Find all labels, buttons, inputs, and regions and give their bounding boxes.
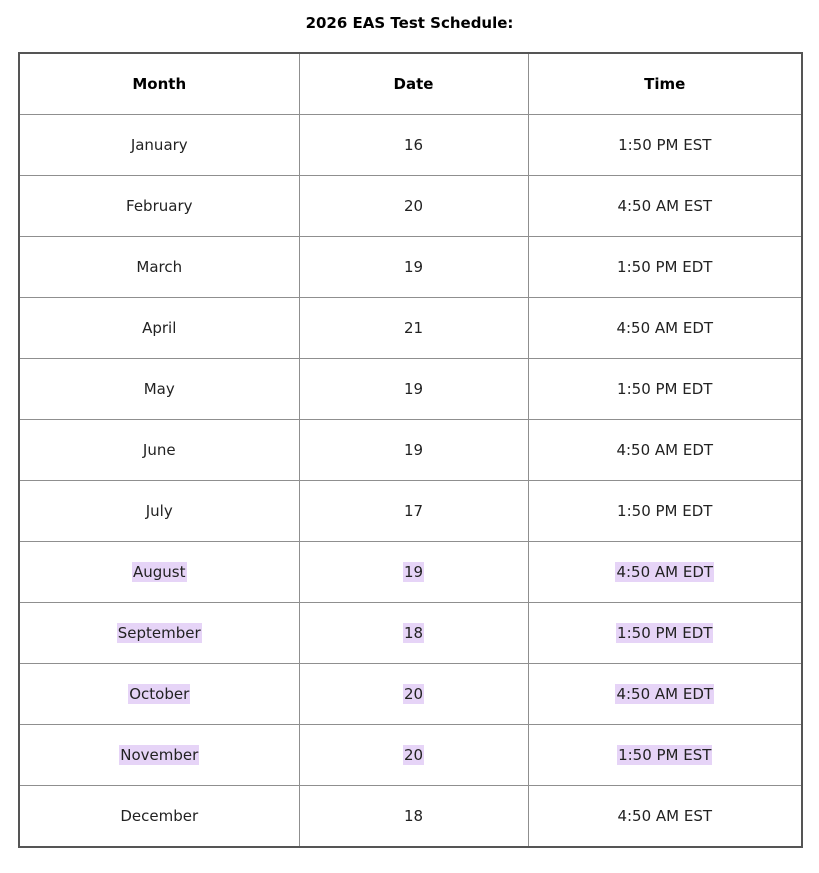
- month-text: January: [130, 136, 188, 154]
- time-cell: [528, 725, 802, 786]
- table-row: [19, 481, 802, 542]
- date-text: 21: [403, 319, 424, 337]
- month-text: December: [120, 807, 199, 825]
- month-cell: [19, 603, 299, 664]
- date-cell: [299, 603, 528, 664]
- month-text: February: [126, 197, 193, 215]
- month-cell: [19, 115, 299, 176]
- time-cell: [528, 481, 802, 542]
- table-row: [19, 359, 802, 420]
- month-text: March: [136, 258, 183, 276]
- date-cell: [299, 237, 528, 298]
- date-cell: [299, 176, 528, 237]
- date-cell: [299, 298, 528, 359]
- date-cell: [299, 542, 528, 603]
- time-cell: [528, 298, 802, 359]
- table-row: [19, 115, 802, 176]
- table-row: [19, 664, 802, 725]
- month-cell: [19, 420, 299, 481]
- time-text: 4:50 AM EDT: [616, 319, 714, 337]
- month-cell: [19, 237, 299, 298]
- month-text: May: [143, 380, 175, 398]
- date-text: 17: [403, 502, 424, 520]
- date-cell: [299, 420, 528, 481]
- table-row: [19, 420, 802, 481]
- time-cell: [528, 603, 802, 664]
- time-text: 4:50 AM EST: [617, 197, 713, 215]
- time-cell: [528, 664, 802, 725]
- table-row: [19, 603, 802, 664]
- time-text: 1:50 PM EDT: [617, 380, 713, 398]
- table-row: [19, 237, 802, 298]
- time-cell: [528, 542, 802, 603]
- date-cell: [299, 664, 528, 725]
- month-text: July: [145, 502, 173, 520]
- month-text: September: [117, 624, 201, 642]
- date-cell: [299, 786, 528, 848]
- table-row: [19, 298, 802, 359]
- month-cell: [19, 298, 299, 359]
- date-cell: [299, 115, 528, 176]
- date-text: 18: [403, 624, 424, 642]
- month-cell: [19, 725, 299, 786]
- month-text: August: [133, 563, 186, 581]
- month-cell: [19, 359, 299, 420]
- month-cell: [19, 176, 299, 237]
- time-cell: [528, 786, 802, 848]
- table-row: [19, 725, 802, 786]
- date-text: 19: [403, 258, 424, 276]
- month-text: October: [129, 685, 190, 703]
- column-header-date: Date: [299, 53, 528, 115]
- table-row: [19, 542, 802, 603]
- time-text: 4:50 AM EST: [617, 807, 713, 825]
- month-cell: [19, 786, 299, 848]
- month-text: April: [142, 319, 177, 337]
- time-cell: [528, 237, 802, 298]
- time-text: 1:50 PM EST: [618, 136, 712, 154]
- date-text: 19: [403, 563, 424, 581]
- time-cell: [528, 420, 802, 481]
- time-text: 4:50 AM EDT: [616, 563, 714, 581]
- time-text: 1:50 PM EDT: [617, 258, 713, 276]
- month-cell: [19, 664, 299, 725]
- time-cell: [528, 176, 802, 237]
- page-title: 2026 EAS Test Schedule:: [305, 14, 514, 32]
- date-text: 19: [403, 380, 424, 398]
- date-text: 20: [403, 685, 424, 703]
- date-cell: [299, 481, 528, 542]
- time-text: 4:50 AM EDT: [616, 441, 714, 459]
- schedule-table: [18, 52, 803, 848]
- date-text: 20: [403, 197, 424, 215]
- table-row: [19, 176, 802, 237]
- time-text: 1:50 PM EDT: [617, 502, 713, 520]
- time-cell: [528, 115, 802, 176]
- time-cell: [528, 359, 802, 420]
- date-text: 16: [403, 136, 424, 154]
- time-text: 4:50 AM EDT: [616, 685, 714, 703]
- time-text: 1:50 PM EDT: [617, 624, 713, 642]
- month-cell: [19, 481, 299, 542]
- month-text: June: [142, 441, 176, 459]
- month-cell: [19, 542, 299, 603]
- date-text: 20: [403, 746, 424, 764]
- column-header-month: Month: [19, 53, 299, 115]
- table-row: [19, 786, 802, 848]
- date-text: 19: [403, 441, 424, 459]
- column-header-time: Time: [528, 53, 802, 115]
- date-cell: [299, 359, 528, 420]
- time-text: 1:50 PM EST: [618, 746, 712, 764]
- month-text: November: [120, 746, 199, 764]
- table-header-row: [19, 53, 802, 115]
- date-text: 18: [403, 807, 424, 825]
- date-cell: [299, 725, 528, 786]
